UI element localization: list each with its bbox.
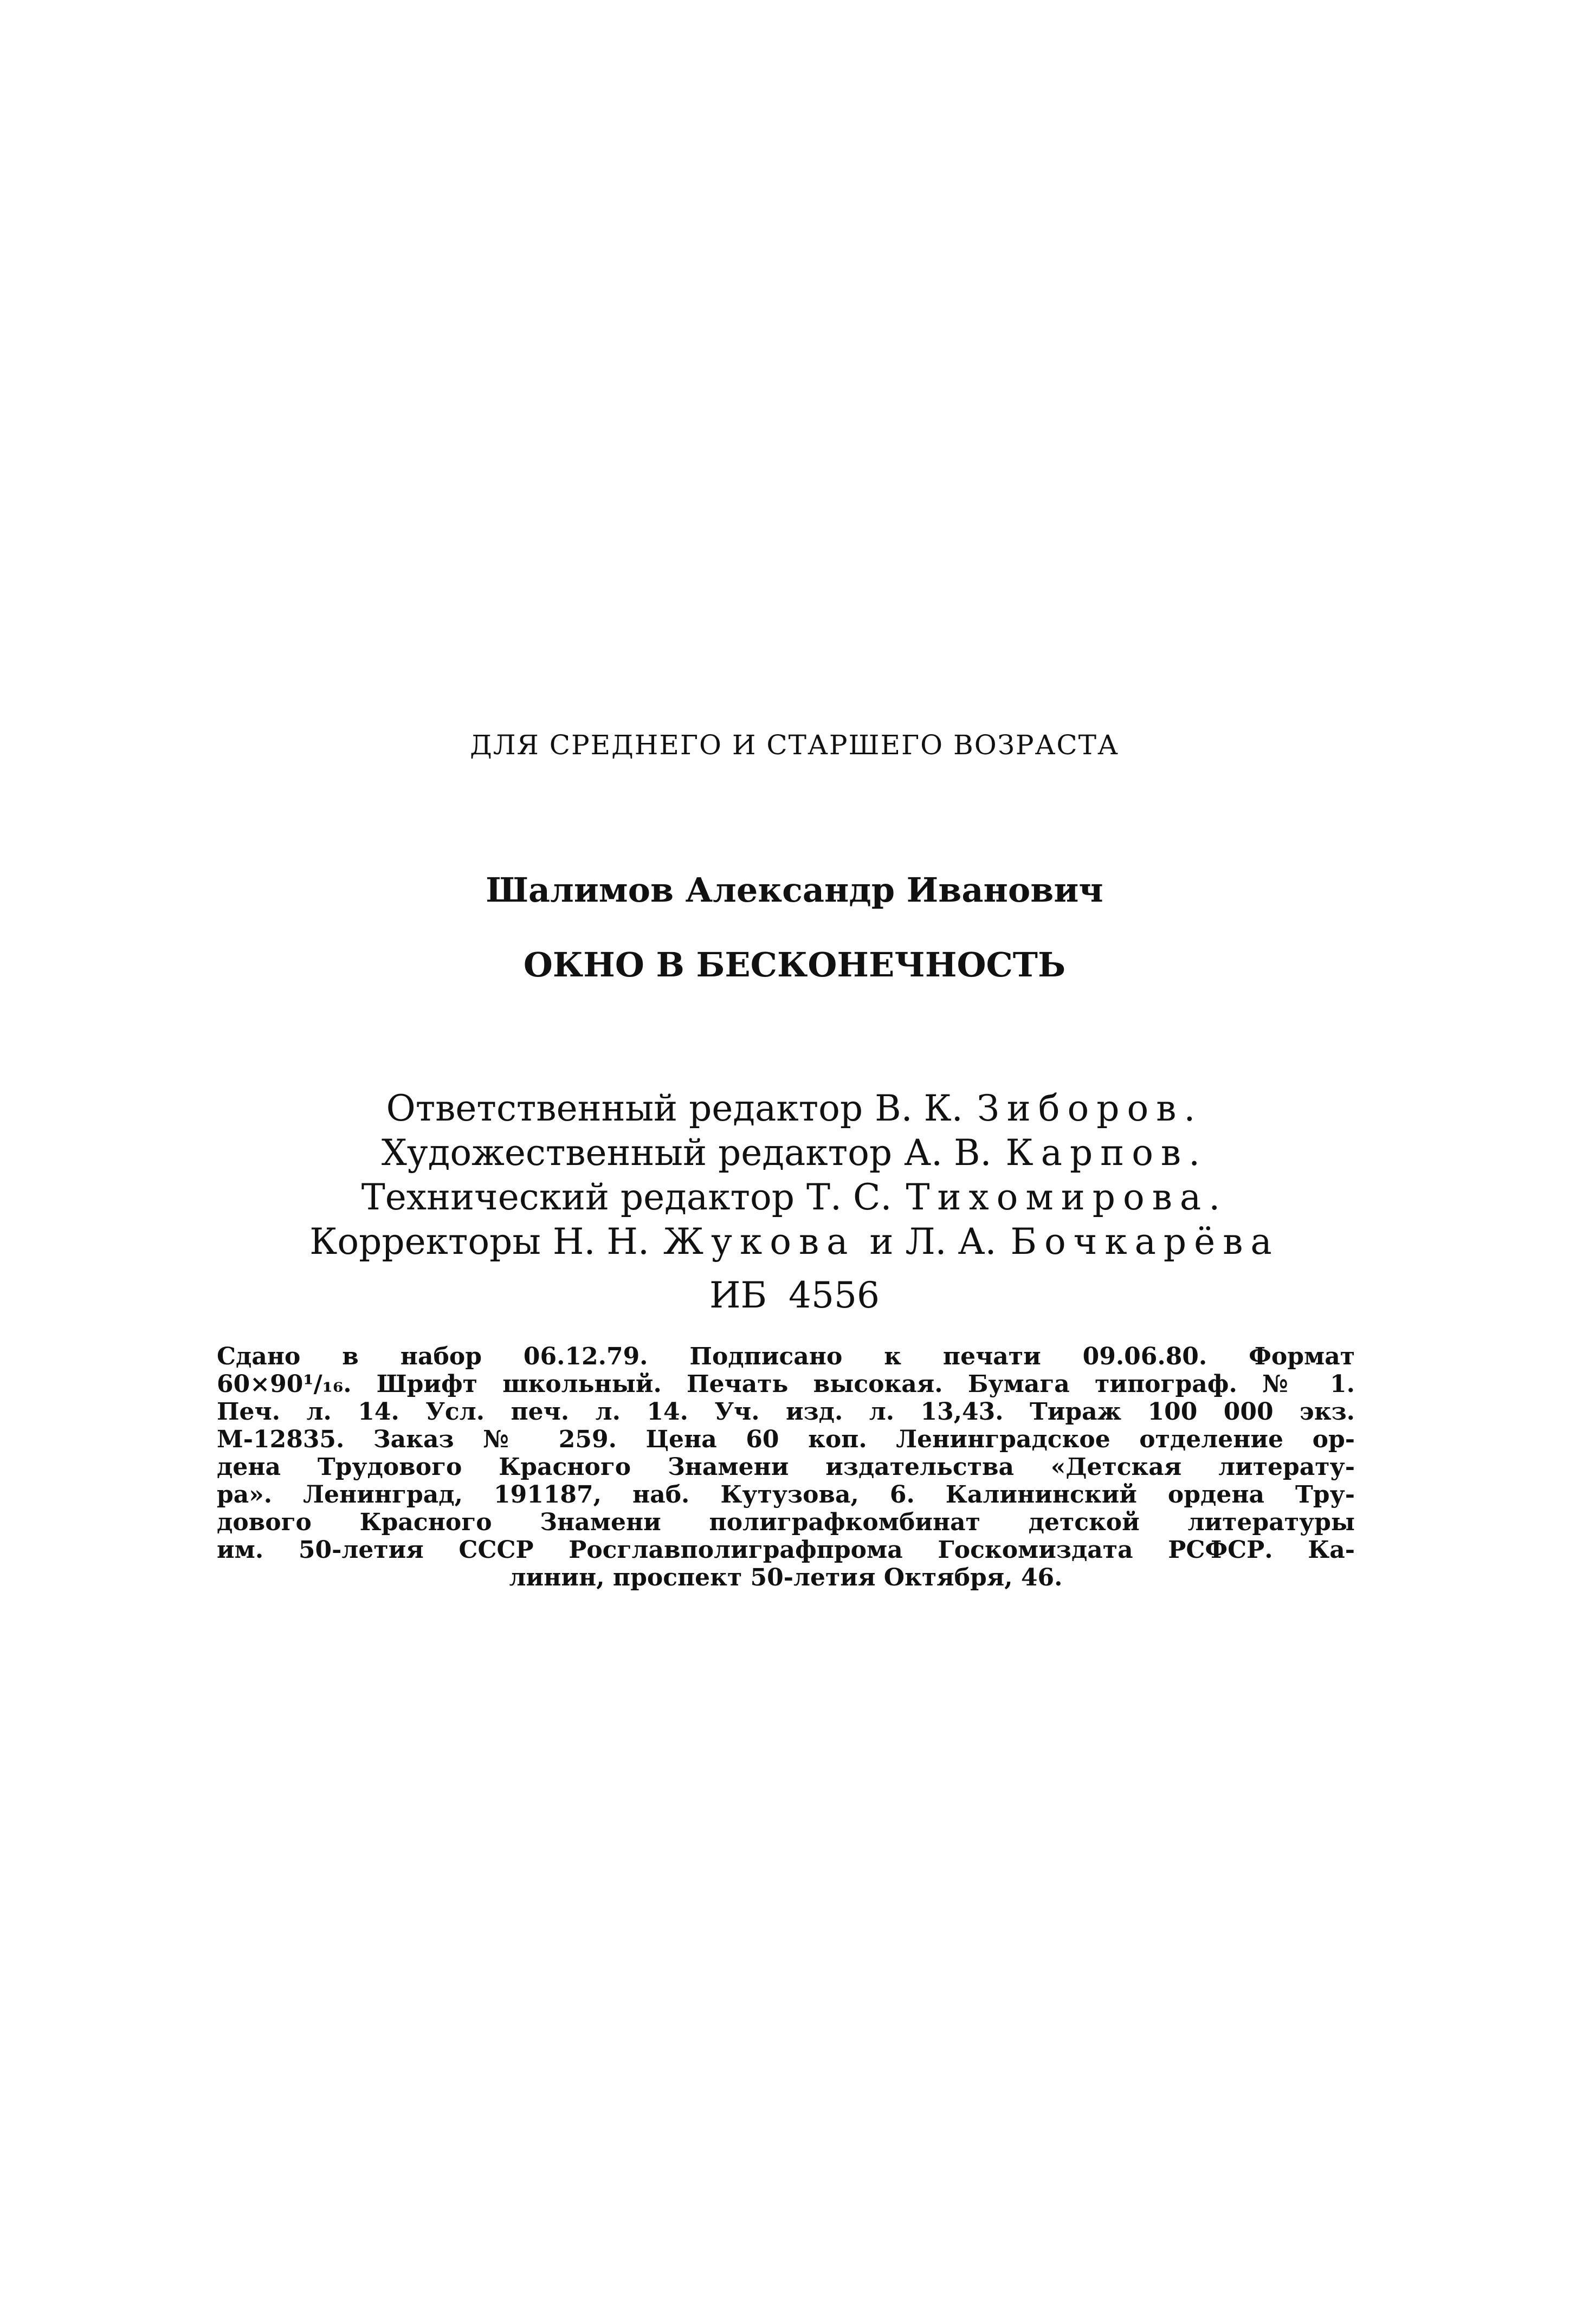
imprint-block [217,1343,1355,1591]
credit-surname: Жукова [663,1221,856,1263]
credit-surname: Тихомирова. [906,1176,1228,1218]
credit-role: Технический редактор [361,1176,794,1218]
credit-conjunction: и [869,1221,894,1263]
author-name: Шалимов Александр Иванович [486,870,1103,910]
credit-initials: Т. С. [806,1176,892,1218]
imprint-line: М-12835. Заказ № 259. Цена 60 коп. Ленинградское отделение ор- [217,1426,1355,1453]
credit-art-editor [0,1131,1589,1175]
audience-line: ДЛЯ СРЕДНЕГО И СТАРШЕГО ВОЗРАСТА [470,729,1119,761]
imprint-line: ра». Ленинград, 191187, наб. Кутузова, 6. Калининский ордена Тру- [217,1481,1355,1509]
credit-role: Корректоры [309,1221,541,1263]
credit-technical-editor [0,1175,1589,1220]
credit-role: Ответственный редактор [386,1087,863,1129]
credit-initials-second: Л. А. [905,1221,997,1263]
credit-proofreaders [0,1220,1589,1264]
ib-label: ИБ [709,1274,767,1316]
ib-code [0,1274,1589,1316]
imprint-line: дена Трудового Красного Знамени издательства «Детская литерату- [217,1453,1355,1481]
credit-role: Художественный редактор [381,1132,893,1174]
imprint-line: линин, проспект 50-летия Октября, 46. [509,1564,1063,1591]
credit-surname: Карпов. [1005,1132,1208,1174]
credit-initials: В. К. [875,1087,963,1129]
credit-initials: А. В. [904,1132,992,1174]
imprint-line: дового Красного Знамени полиграфкомбинат детской литературы [217,1509,1355,1536]
imprint-line: им. 50-летия СССР Росглавполиграфпрома Госкомиздата РСФСР. Ка- [217,1536,1355,1564]
credit-responsible-editor [0,1086,1589,1131]
credit-surname-second: Бочкарёва [1010,1221,1280,1263]
imprint-line: Печ. л. 14. Усл. печ. л. 14. Уч. изд. л. 13,43. Тираж 100 000 экз. [217,1398,1355,1426]
book-title: ОКНО В БЕСКОНЕЧНОСТЬ [523,945,1066,985]
credit-initials: Н. Н. [552,1221,649,1263]
ib-number: 4556 [789,1274,880,1316]
imprint-line: Сдано в набор 06.12.79. Подписано к печати 09.06.80. Формат [217,1343,1355,1370]
credits-block [0,1086,1589,1264]
imprint-line: 60×90¹/₁₆. Шрифт школьный. Печать высокая. Бумага типограф. № 1. [217,1370,1355,1398]
credit-surname: Зиборов. [977,1087,1203,1129]
